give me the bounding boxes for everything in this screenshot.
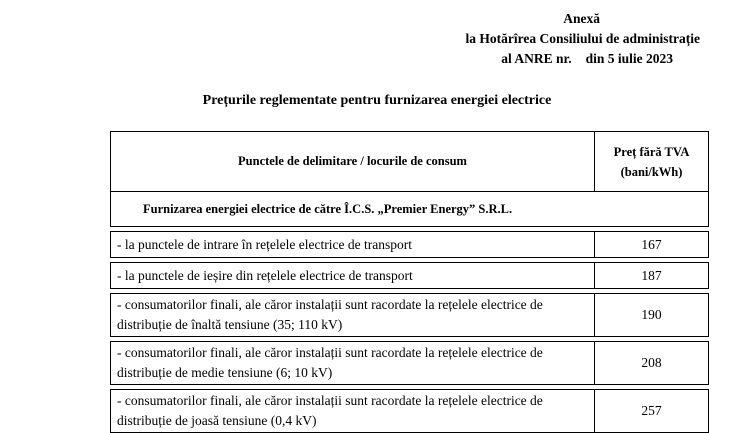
row-description: - consumatorilor finali, ale căror instalații sunt racordate la rețelele electrice de distribuție de joasă tensiune (0,4 kV): [111, 390, 595, 433]
header-price: [595, 132, 709, 192]
row-description: - consumatorilor finali, ale căror instalații sunt racordate la rețelele electrice de distribuție de medie tensiune (6; 10 kV): [111, 342, 595, 385]
row-price: 257: [595, 390, 709, 433]
annex-number: al ANRE nr.: [501, 51, 572, 66]
row-description: - la punctele de ieșire din rețelele electrice de transport: [111, 263, 595, 289]
annex-number-date: [465, 49, 700, 69]
header-price-label: Preț fără TVA: [613, 144, 690, 159]
row-price: 167: [595, 232, 709, 258]
annex-label: Anexă: [563, 11, 600, 26]
document-title: Prețurile reglementate pentru furnizarea energiei electrice: [202, 93, 552, 108]
price-table: [110, 131, 709, 433]
row-price: 208: [595, 342, 709, 385]
annex-decision: la Hotărîrea Consiliului de administrație: [465, 31, 700, 46]
section-supplier: Furnizarea energiei electrice de către Î.C.S. „Premier Energy” S.R.L.: [111, 192, 709, 227]
header-price-unit: (bani/kWh): [620, 164, 683, 179]
table-row: [111, 232, 709, 258]
row-price: 190: [595, 294, 709, 337]
header-delimitation-points: Punctele de delimitare / locurile de consum: [111, 132, 595, 192]
table-row: [111, 263, 709, 289]
table-row: [111, 342, 709, 385]
row-price: 187: [595, 263, 709, 289]
section-row: [111, 192, 709, 227]
row-description: - la punctele de intrare în rețelele electrice de transport: [111, 232, 595, 258]
row-description: - consumatorilor finali, ale căror instalații sunt racordate la rețelele electrice de distribuție de înaltă tensiune (35; 110 kV): [111, 294, 595, 337]
table-header-row: [111, 132, 709, 192]
table-row: [111, 390, 709, 433]
table-row: [111, 294, 709, 337]
annex-date: din 5 iulie 2023: [585, 51, 673, 66]
annex-block: [465, 9, 700, 69]
